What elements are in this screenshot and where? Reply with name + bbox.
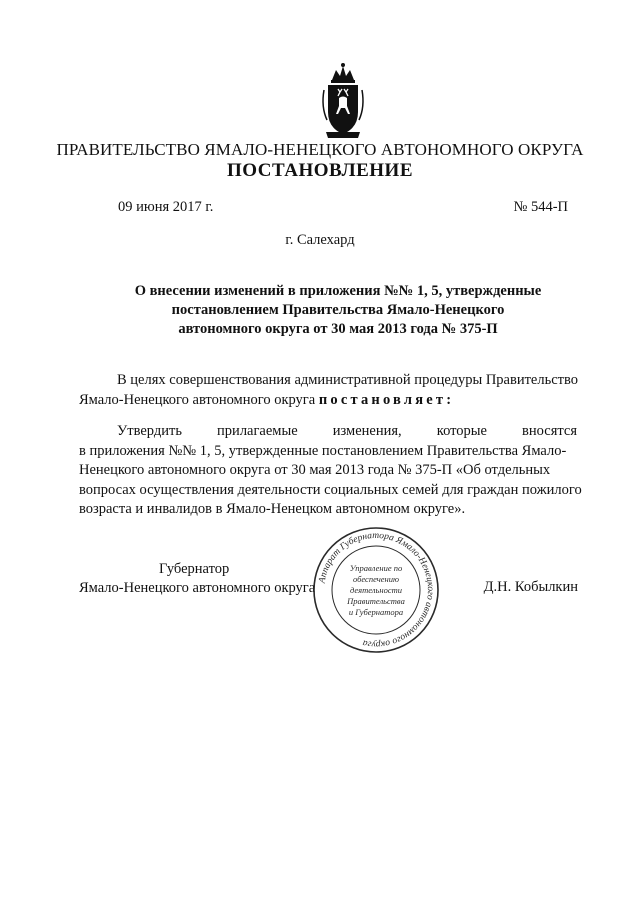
signatory-title bbox=[79, 560, 329, 598]
body-line: вопросах осуществления деятельности социальных семей для граждан пожилого bbox=[79, 481, 582, 498]
subject-line: автономного округа от 30 мая 2013 года № 375-П bbox=[178, 321, 498, 337]
document-type-heading: ПОСТАНОВЛЕНИЕ bbox=[226, 160, 414, 181]
body-line: Ненецкого автономного округа от 30 мая 2013 года № 375-П «Об отдельных bbox=[79, 462, 551, 478]
body-line: Утвердить прилагаемые изменения, которые вносятся bbox=[117, 423, 577, 439]
organization-title: ПРАВИТЕЛЬСТВО ЯМАЛО-НЕНЕЦКОГО АВТОНОМНОГО ОКРУГА bbox=[56, 140, 584, 159]
document-city: г. Салехард bbox=[285, 232, 355, 248]
document-subject bbox=[110, 282, 566, 339]
stamp-inner-line: обеспечению bbox=[352, 574, 400, 584]
resolution-keyword: постановляет: bbox=[318, 391, 455, 408]
body-line: В целях совершенствования административной процедуры Правительство bbox=[117, 372, 578, 388]
document-number: № 544-П bbox=[513, 199, 568, 215]
stamp-inner-line: и Губернатора bbox=[348, 607, 404, 617]
stamp-inner-line: деятельности bbox=[349, 585, 403, 595]
stamp-inner-line: Правительства bbox=[347, 596, 405, 606]
body-line: возраста и инвалидов в Ямало-Ненецком автономном округе». bbox=[79, 501, 466, 517]
signatory-position: Губернатор bbox=[159, 561, 230, 577]
body-line: в приложения №№ 1, 5, утвержденные постановлением Правительства Ямало- bbox=[79, 442, 567, 459]
stamp-inner-line: Управление по bbox=[349, 563, 403, 573]
signatory-name: Д.Н. Кобылкин bbox=[483, 579, 578, 595]
body-paragraph-preamble bbox=[79, 371, 577, 410]
subject-line: О внесении изменений в приложения №№ 1, 5, утвержденные bbox=[134, 283, 542, 299]
official-stamp bbox=[312, 526, 440, 654]
signatory-organization: Ямало-Ненецкого автономного округа bbox=[79, 580, 316, 596]
body-paragraph-resolution bbox=[79, 422, 582, 520]
body-line bbox=[79, 391, 577, 411]
document-date: 09 июня 2017 г. bbox=[118, 199, 214, 215]
coat-of-arms-emblem-icon bbox=[318, 62, 368, 142]
body-text: Ямало-Ненецкого автономного округа bbox=[79, 391, 319, 408]
stamp-outer-text: Аппарат Губернатора Ямало-Ненецкого автономного округа bbox=[317, 530, 436, 650]
subject-line: постановлением Правительства Ямало-Ненецкого bbox=[171, 302, 505, 318]
